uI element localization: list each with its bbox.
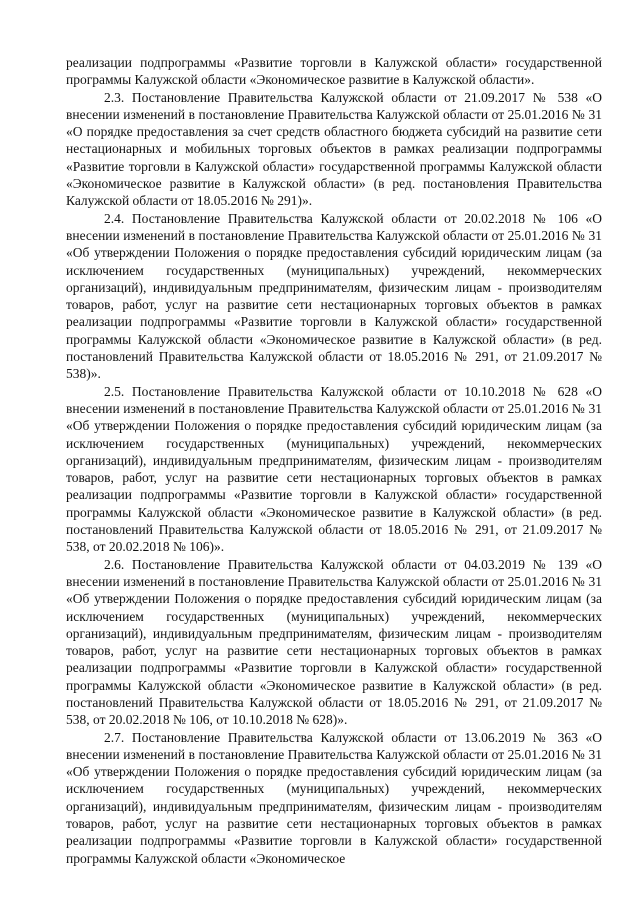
paragraph-continued: реализации подпрограммы «Развитие торговли в Калужской области» государственной программы Калужской области «Экономическое развитие в Калужской области». [66, 55, 602, 88]
paragraph-2-6: 2.6. Постановление Правительства Калужской области от 04.03.2019 № 139 «О внесении изменений в постановление Правительства Калужской области от 25.01.2016 № 31 «Об утверждении Положения о порядке предоставления субсидий юридическим лицам (за исключением государственных (муниципальных) учреждений, некоммерческих организаций), индивидуальным предпринимателям, физическим лицам - производителям товаров, работ, услуг на развитие сети нестационарных торговых объектов в рамках реализации подпрограммы «Развитие торговли в Калужской области» государственной программы Калужской области «Экономическое развитие в Калужской области» (в ред. постановлений Правительства Калужской области от 18.05.2016 № 291, от 21.09.2017 № 538, от 20.02.2018 № 106, от 10.10.2018 № 628)». [66, 556, 602, 728]
paragraph-2-3: 2.3. Постановление Правительства Калужской области от 21.09.2017 № 538 «О внесении изменений в постановление Правительства Калужской области от 25.01.2016 № 31 «О порядке предоставления за счет средств областного бюджета субсидий на развитие сети нестационарных и мобильных торговых объектов в рамках реализации подпрограммы «Развитие торговли в Калужской области» государственной программы Калужской области «Экономическое развитие в Калужской области» (в ред. постановления Правительства Калужской области от 18.05.2016 № 291)». [66, 89, 602, 209]
paragraph-2-4: 2.4. Постановление Правительства Калужской области от 20.02.2018 № 106 «О внесении изменений в постановление Правительства Калужской области от 25.01.2016 № 31 «Об утверждении Положения о порядке предоставления субсидий юридическим лицам (за исключением государственных (муниципальных) учреждений, некоммерческих организаций), индивидуальным предпринимателям, физическим лицам - производителям товаров, работ, услуг на развитие сети нестационарных торговых объектов в рамках реализации подпрограммы «Развитие торговли в Калужской области» государственной программы Калужской области «Экономическое развитие в Калужской области» (в ред. постановлений Правительства Калужской области от 18.05.2016 № 291, от 21.09.2017 № 538)». [66, 210, 602, 382]
paragraph-2-5: 2.5. Постановление Правительства Калужской области от 10.10.2018 № 628 «О внесении изменений в постановление Правительства Калужской области от 25.01.2016 № 31 «Об утверждении Положения о порядке предоставления субсидий юридическим лицам (за исключением государственных (муниципальных) учреждений, некоммерческих организаций), индивидуальным предпринимателям, физическим лицам - производителям товаров, работ, услуг на развитие сети нестационарных торговых объектов в рамках реализации подпрограммы «Развитие торговли в Калужской области» государственной программы Калужской области «Экономическое развитие в Калужской области» (в ред. постановлений Правительства Калужской области от 18.05.2016 № 291, от 21.09.2017 № 538, от 20.02.2018 № 106)». [66, 383, 602, 555]
paragraph-2-7: 2.7. Постановление Правительства Калужской области от 13.06.2019 № 363 «О внесении изменений в постановление Правительства Калужской области от 25.01.2016 № 31 «Об утверждении Положения о порядке предоставления субсидий юридическим лицам (за исключением государственных (муниципальных) учреждений, некоммерческих организаций), индивидуальным предпринимателям, физическим лицам - производителям товаров, работ, услуг на развитие сети нестационарных торговых объектов в рамках реализации подпрограммы «Развитие торговли в Калужской области» государственной программы Калужской области «Экономическое [66, 729, 602, 866]
